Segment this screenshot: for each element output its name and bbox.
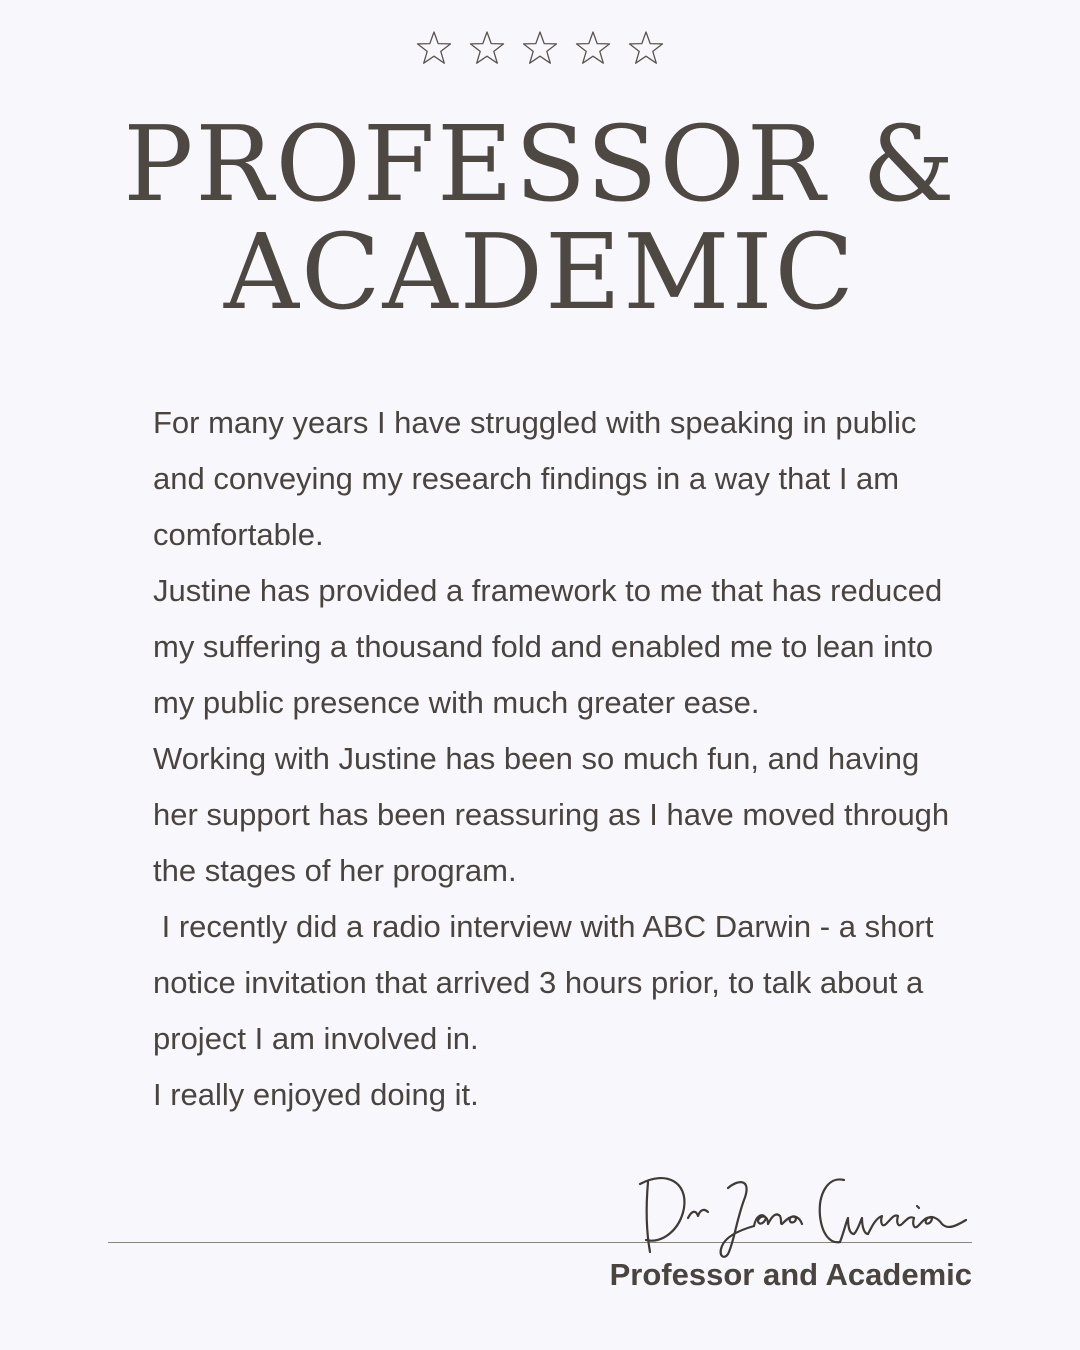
star-rating — [0, 30, 1080, 66]
handwritten-signature — [636, 1160, 976, 1260]
star-icon — [469, 30, 505, 66]
title-line-1: PROFESSOR & — [123, 103, 957, 225]
star-icon — [575, 30, 611, 66]
testimonial-paragraph: For many years I have struggled with speaking in public and conveying my research findings in a way that I am comfortable. — [153, 405, 925, 552]
author-role: Professor and Academic — [609, 1257, 972, 1292]
testimonial-paragraph: Justine has provided a framework to me that has reduced my suffering a thousand fold and enabled me to lean into my public presence with much greater ease. — [153, 573, 951, 720]
testimonial-paragraph: Working with Justine has been so much fun, and having her support has been reassuring as I have moved through the stages of her program. — [153, 741, 958, 888]
star-icon — [628, 30, 664, 66]
star-icon — [522, 30, 558, 66]
page-title — [0, 103, 1080, 333]
testimonial-text — [153, 395, 958, 1123]
testimonial-paragraph: I recently did a radio interview with ABC Darwin - a short notice invitation that arrived 3 hours prior, to talk about a project I am involved in. — [153, 909, 943, 1056]
testimonial-paragraph: I really enjoyed doing it. — [153, 1077, 479, 1112]
star-icon — [416, 30, 452, 66]
title-line-2: ACADEMIC — [223, 211, 857, 333]
